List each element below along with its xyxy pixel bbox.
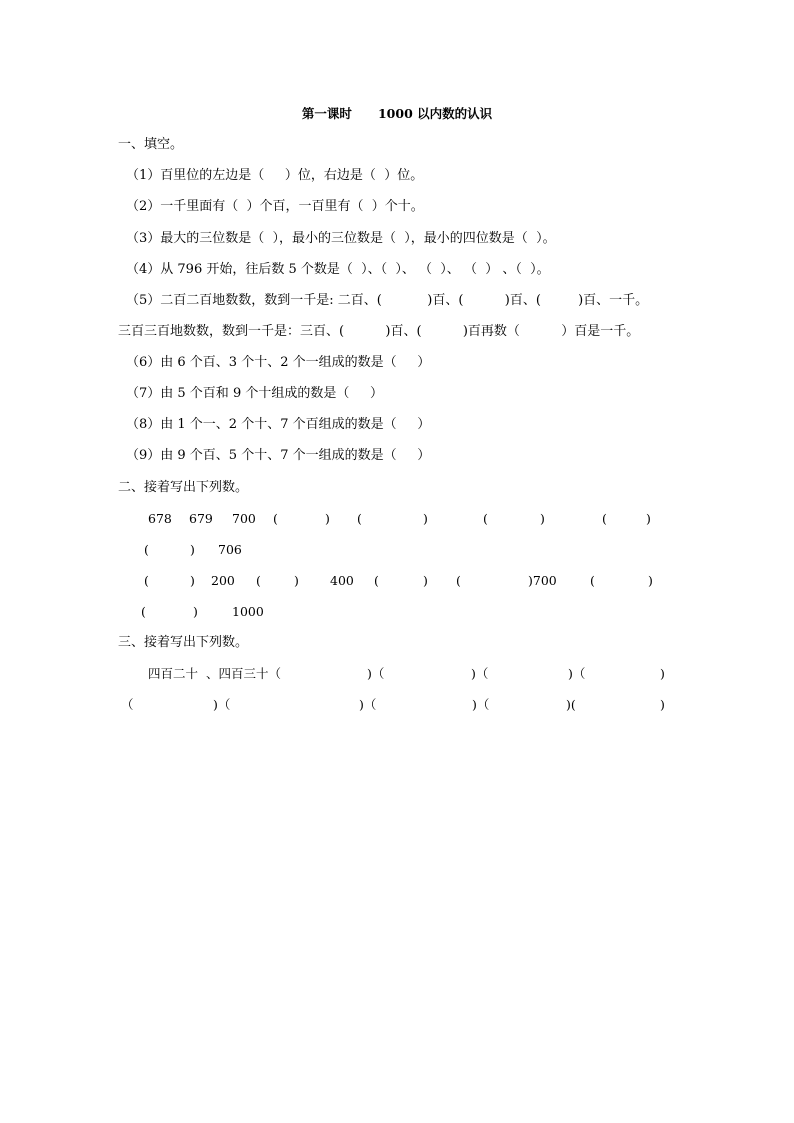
sequence-number: 400 — [330, 573, 354, 588]
fill-item-9: （9）由 9 个百、5 个十、7 个一组成的数是（ ） — [126, 448, 431, 463]
blank-separator: )（ — [472, 697, 490, 712]
section-1-heading: 一、填空。 — [118, 137, 184, 152]
blank-close: ) — [294, 573, 299, 588]
blank-open: ( — [144, 573, 149, 588]
blank-open: ( — [273, 511, 278, 526]
blank-separator: )（ — [367, 666, 385, 681]
blank-close: ) — [423, 573, 428, 588]
chinese-sequence-start: 四百二十 、四百三十（ — [148, 666, 281, 681]
blank-close: ) — [660, 666, 665, 681]
blank-open: ( — [141, 604, 146, 619]
blank-open: ( — [357, 511, 362, 526]
fill-item-5: （5）二百二百地数数，数到一千是: 二百、( )百、( )百、( )百、一千。 — [126, 293, 649, 308]
blank-close-with-number: )700 — [528, 573, 557, 588]
blank-open: ( — [374, 573, 379, 588]
page-title: 第一课时 1000 以内数的认识 — [301, 106, 493, 121]
blank-separator: )（ — [568, 666, 586, 681]
blank-close: ) — [325, 511, 330, 526]
sequence-number: 200 — [211, 573, 235, 588]
fill-item-5-continued: 三百三百地数数，数到一千是：三百、( )百、( )百再数（ ）百是一千。 — [118, 324, 640, 339]
blank-open: ( — [602, 511, 607, 526]
blank-open: ( — [456, 573, 461, 588]
blank-separator: )（ — [359, 697, 377, 712]
blank-open: ( — [483, 511, 488, 526]
blank-open: ( — [590, 573, 595, 588]
blank-close: ) — [646, 511, 651, 526]
sequence-number: 700 — [232, 511, 256, 526]
fill-item-8: （8）由 1 个一、2 个十、7 个百组成的数是（ ） — [126, 417, 431, 432]
fill-item-3: （3）最大的三位数是（ ），最小的三位数是（ ），最小的四位数是（ ）。 — [126, 231, 556, 246]
blank-separator: )（ — [471, 666, 489, 681]
blank-close: ) — [190, 573, 195, 588]
fill-item-2: （2）一千里面有（ ）个百，一百里有（ ）个十。 — [126, 199, 424, 214]
fill-item-6: （6）由 6 个百、3 个十、2 个一组成的数是（ ） — [126, 355, 431, 370]
blank-close: ) — [423, 511, 428, 526]
blank-open: ( — [144, 542, 149, 557]
blank-close: ) — [190, 542, 195, 557]
fill-item-1: （1）百里位的左边是（ ）位，右边是（ ）位。 — [126, 168, 424, 183]
blank-close: ) — [660, 697, 665, 712]
blank-close: ) — [648, 573, 653, 588]
blank-open: ( — [256, 573, 261, 588]
sequence-number: 678 — [148, 511, 172, 526]
sequence-number: 1000 — [232, 604, 264, 619]
blank-open: （ — [121, 697, 134, 712]
blank-separator: )（ — [213, 697, 231, 712]
sequence-number: 706 — [218, 542, 242, 557]
fill-item-7: （7）由 5 个百和 9 个十组成的数是（ ） — [126, 386, 384, 401]
sequence-number: 679 — [189, 511, 213, 526]
blank-separator: )( — [566, 697, 576, 712]
section-2-heading: 二、接着写出下列数。 — [118, 480, 249, 495]
section-3-heading: 三、接着写出下列数。 — [118, 635, 249, 650]
blank-close: ) — [193, 604, 198, 619]
fill-item-4: （4）从 796 开始，往后数 5 个数是（ ）、（ ）、 （ ）、 （ ） 、（ ）。 — [126, 262, 550, 277]
blank-close: ) — [540, 511, 545, 526]
